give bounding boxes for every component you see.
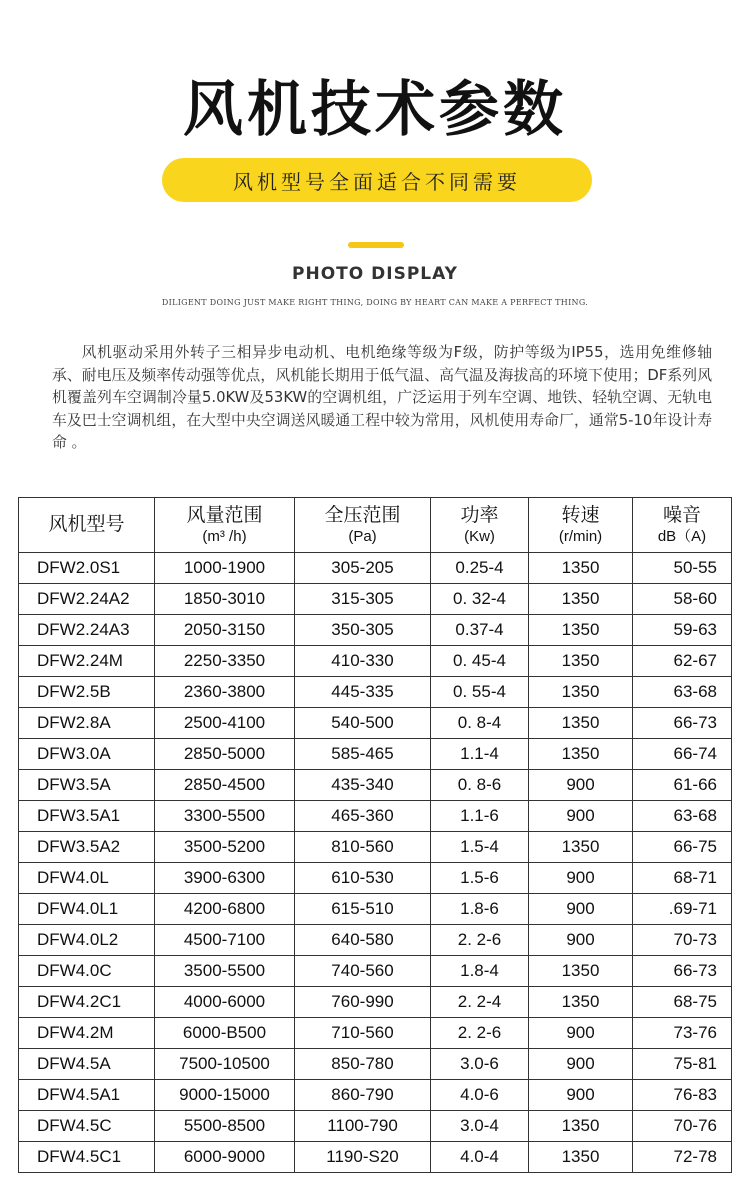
cell-power: 3.0-4 xyxy=(431,1111,529,1142)
cell-speed: 1350 xyxy=(529,615,633,646)
cell-noise: 63-68 xyxy=(633,677,732,708)
cell-power: 0. 55-4 xyxy=(431,677,529,708)
cell-airflow: 6000-B500 xyxy=(155,1018,295,1049)
cell-model: DFW4.0C xyxy=(19,956,155,987)
cell-power: 1.1-6 xyxy=(431,801,529,832)
cell-power: 0.25-4 xyxy=(431,553,529,584)
cell-speed: 1350 xyxy=(529,1111,633,1142)
cell-power: 2. 2-6 xyxy=(431,925,529,956)
table-row xyxy=(19,1111,732,1142)
cell-pressure: 585-465 xyxy=(295,739,431,770)
cell-pressure: 1100-790 xyxy=(295,1111,431,1142)
cell-model: DFW4.2C1 xyxy=(19,987,155,1018)
cell-power: 0. 8-6 xyxy=(431,770,529,801)
table-row xyxy=(19,1018,732,1049)
table-row xyxy=(19,739,732,770)
table-row xyxy=(19,987,732,1018)
cell-noise: 68-75 xyxy=(633,987,732,1018)
cell-noise: 68-71 xyxy=(633,863,732,894)
page-title: 风机技术参数 xyxy=(183,75,567,145)
subtitle-text: 风机型号全面适合不同需要 xyxy=(233,169,521,194)
cell-noise: 76-83 xyxy=(633,1080,732,1111)
cell-model: DFW3.0A xyxy=(19,739,155,770)
cell-model: DFW3.5A1 xyxy=(19,801,155,832)
cell-model: DFW4.5A xyxy=(19,1049,155,1080)
cell-power: 2. 2-6 xyxy=(431,1018,529,1049)
cell-power: 1.8-6 xyxy=(431,894,529,925)
table-row xyxy=(19,553,732,584)
cell-airflow: 2050-3150 xyxy=(155,615,295,646)
cell-airflow: 3500-5500 xyxy=(155,956,295,987)
cell-model: DFW3.5A xyxy=(19,770,155,801)
cell-power: 1.1-4 xyxy=(431,739,529,770)
cell-airflow: 1000-1900 xyxy=(155,553,295,584)
cell-speed: 1350 xyxy=(529,739,633,770)
cell-model: DFW4.5A1 xyxy=(19,1080,155,1111)
table-row xyxy=(19,615,732,646)
table-row xyxy=(19,863,732,894)
cell-pressure: 540-500 xyxy=(295,708,431,739)
header-noise: 噪音 dB（A) xyxy=(633,498,732,553)
cell-power: 4.0-6 xyxy=(431,1080,529,1111)
cell-power: 1.5-6 xyxy=(431,863,529,894)
cell-airflow: 2250-3350 xyxy=(155,646,295,677)
cell-pressure: 850-780 xyxy=(295,1049,431,1080)
table-row xyxy=(19,646,732,677)
cell-pressure: 305-205 xyxy=(295,553,431,584)
cell-model: DFW3.5A2 xyxy=(19,832,155,863)
cell-model: DFW2.8A xyxy=(19,708,155,739)
cell-speed: 1350 xyxy=(529,584,633,615)
cell-speed: 1350 xyxy=(529,677,633,708)
cell-speed: 1350 xyxy=(529,553,633,584)
cell-airflow: 1850-3010 xyxy=(155,584,295,615)
table-row xyxy=(19,708,732,739)
cell-noise: 61-66 xyxy=(633,770,732,801)
cell-noise: 66-73 xyxy=(633,708,732,739)
cell-airflow: 4000-6000 xyxy=(155,987,295,1018)
cell-model: DFW4.2M xyxy=(19,1018,155,1049)
cell-speed: 900 xyxy=(529,863,633,894)
table-row xyxy=(19,1142,732,1173)
cell-noise: 66-74 xyxy=(633,739,732,770)
table-header-row xyxy=(19,498,732,553)
cell-noise: 70-76 xyxy=(633,1111,732,1142)
cell-model: DFW2.0S1 xyxy=(19,553,155,584)
cell-speed: 1350 xyxy=(529,832,633,863)
cell-airflow: 4200-6800 xyxy=(155,894,295,925)
cell-airflow: 4500-7100 xyxy=(155,925,295,956)
cell-noise: 70-73 xyxy=(633,925,732,956)
cell-speed: 1350 xyxy=(529,708,633,739)
cell-pressure: 610-530 xyxy=(295,863,431,894)
table-row xyxy=(19,925,732,956)
table-row xyxy=(19,1080,732,1111)
cell-model: DFW4.5C1 xyxy=(19,1142,155,1173)
cell-speed: 1350 xyxy=(529,646,633,677)
cell-pressure: 445-335 xyxy=(295,677,431,708)
header-pressure: 全压范围 (Pa) xyxy=(295,498,431,553)
cell-model: DFW2.24A3 xyxy=(19,615,155,646)
cell-speed: 900 xyxy=(529,1049,633,1080)
cell-speed: 1350 xyxy=(529,987,633,1018)
cell-power: 0.37-4 xyxy=(431,615,529,646)
cell-noise: 50-55 xyxy=(633,553,732,584)
header-power: 功率 (Kw) xyxy=(431,498,529,553)
table-row xyxy=(19,584,732,615)
cell-model: DFW2.24M xyxy=(19,646,155,677)
cell-speed: 900 xyxy=(529,894,633,925)
table-body xyxy=(19,553,732,1173)
cell-speed: 900 xyxy=(529,770,633,801)
cell-power: 2. 2-4 xyxy=(431,987,529,1018)
cell-model: DFW2.24A2 xyxy=(19,584,155,615)
cell-pressure: 315-305 xyxy=(295,584,431,615)
cell-airflow: 3300-5500 xyxy=(155,801,295,832)
cell-power: 0. 45-4 xyxy=(431,646,529,677)
cell-power: 1.5-4 xyxy=(431,832,529,863)
cell-pressure: 810-560 xyxy=(295,832,431,863)
cell-pressure: 350-305 xyxy=(295,615,431,646)
cell-airflow: 2500-4100 xyxy=(155,708,295,739)
cell-noise: 73-76 xyxy=(633,1018,732,1049)
cell-speed: 900 xyxy=(529,1018,633,1049)
cell-noise: .69-71 xyxy=(633,894,732,925)
cell-airflow: 5500-8500 xyxy=(155,1111,295,1142)
cell-pressure: 640-580 xyxy=(295,925,431,956)
cell-noise: 66-73 xyxy=(633,956,732,987)
cell-pressure: 435-340 xyxy=(295,770,431,801)
cell-airflow: 6000-9000 xyxy=(155,1142,295,1173)
cell-airflow: 3500-5200 xyxy=(155,832,295,863)
cell-power: 0. 8-4 xyxy=(431,708,529,739)
cell-power: 1.8-4 xyxy=(431,956,529,987)
cell-pressure: 760-990 xyxy=(295,987,431,1018)
cell-power: 3.0-6 xyxy=(431,1049,529,1080)
table-row xyxy=(19,832,732,863)
cell-model: DFW4.5C xyxy=(19,1111,155,1142)
cell-noise: 66-75 xyxy=(633,832,732,863)
cell-airflow: 2850-4500 xyxy=(155,770,295,801)
cell-speed: 900 xyxy=(529,925,633,956)
cell-noise: 75-81 xyxy=(633,1049,732,1080)
table-row xyxy=(19,956,732,987)
cell-pressure: 860-790 xyxy=(295,1080,431,1111)
cell-pressure: 740-560 xyxy=(295,956,431,987)
table-row xyxy=(19,894,732,925)
tagline: DILIGENT DOING JUST MAKE RIGHT THING, DOING BY HEART CAN MAKE A PERFECT THING. xyxy=(161,298,589,307)
cell-model: DFW4.0L1 xyxy=(19,894,155,925)
cell-pressure: 710-560 xyxy=(295,1018,431,1049)
header-airflow: 风量范围 (m³ /h) xyxy=(155,498,295,553)
cell-airflow: 3900-6300 xyxy=(155,863,295,894)
cell-noise: 59-63 xyxy=(633,615,732,646)
cell-speed: 900 xyxy=(529,1080,633,1111)
cell-power: 0. 32-4 xyxy=(431,584,529,615)
cell-airflow: 9000-15000 xyxy=(155,1080,295,1111)
table-row xyxy=(19,801,732,832)
accent-divider xyxy=(348,242,404,248)
cell-model: DFW4.0L xyxy=(19,863,155,894)
cell-airflow: 2850-5000 xyxy=(155,739,295,770)
cell-noise: 63-68 xyxy=(633,801,732,832)
description-paragraph: 风机驱动采用外转子三相异步电动机、电机绝缘等级为F级，防护等级为IP55，选用免维修轴承、耐电压及频率传动强等优点，风机能长期用于低气温、高气温及海拔高的环境下使用；DF系列风机覆盖列车空调制冷量5.0KW及53KW的空调机组，广泛运用于列车空调、地铁、轻轨空调、无轨电车及巴士空调机组，在大型中央空调送风暖通工程中较为常用，风机使用寿命厂，通常5-10年设计寿命 。 xyxy=(52,344,712,451)
cell-noise: 62-67 xyxy=(633,646,732,677)
cell-pressure: 410-330 xyxy=(295,646,431,677)
cell-noise: 72-78 xyxy=(633,1142,732,1173)
cell-airflow: 2360-3800 xyxy=(155,677,295,708)
table-row xyxy=(19,677,732,708)
table-row xyxy=(19,770,732,801)
table-row xyxy=(19,1049,732,1080)
cell-model: DFW4.0L2 xyxy=(19,925,155,956)
header-model: 风机型号 xyxy=(19,498,155,553)
cell-power: 4.0-4 xyxy=(431,1142,529,1173)
cell-noise: 58-60 xyxy=(633,584,732,615)
spec-table xyxy=(18,497,732,1173)
cell-speed: 900 xyxy=(529,801,633,832)
cell-speed: 1350 xyxy=(529,1142,633,1173)
cell-model: DFW2.5B xyxy=(19,677,155,708)
section-heading: PHOTO DISPLAY xyxy=(292,264,458,284)
subtitle-banner xyxy=(162,158,592,202)
cell-pressure: 1190-S20 xyxy=(295,1142,431,1173)
cell-pressure: 615-510 xyxy=(295,894,431,925)
cell-airflow: 7500-10500 xyxy=(155,1049,295,1080)
cell-pressure: 465-360 xyxy=(295,801,431,832)
header-speed: 转速 (r/min) xyxy=(529,498,633,553)
cell-speed: 1350 xyxy=(529,956,633,987)
